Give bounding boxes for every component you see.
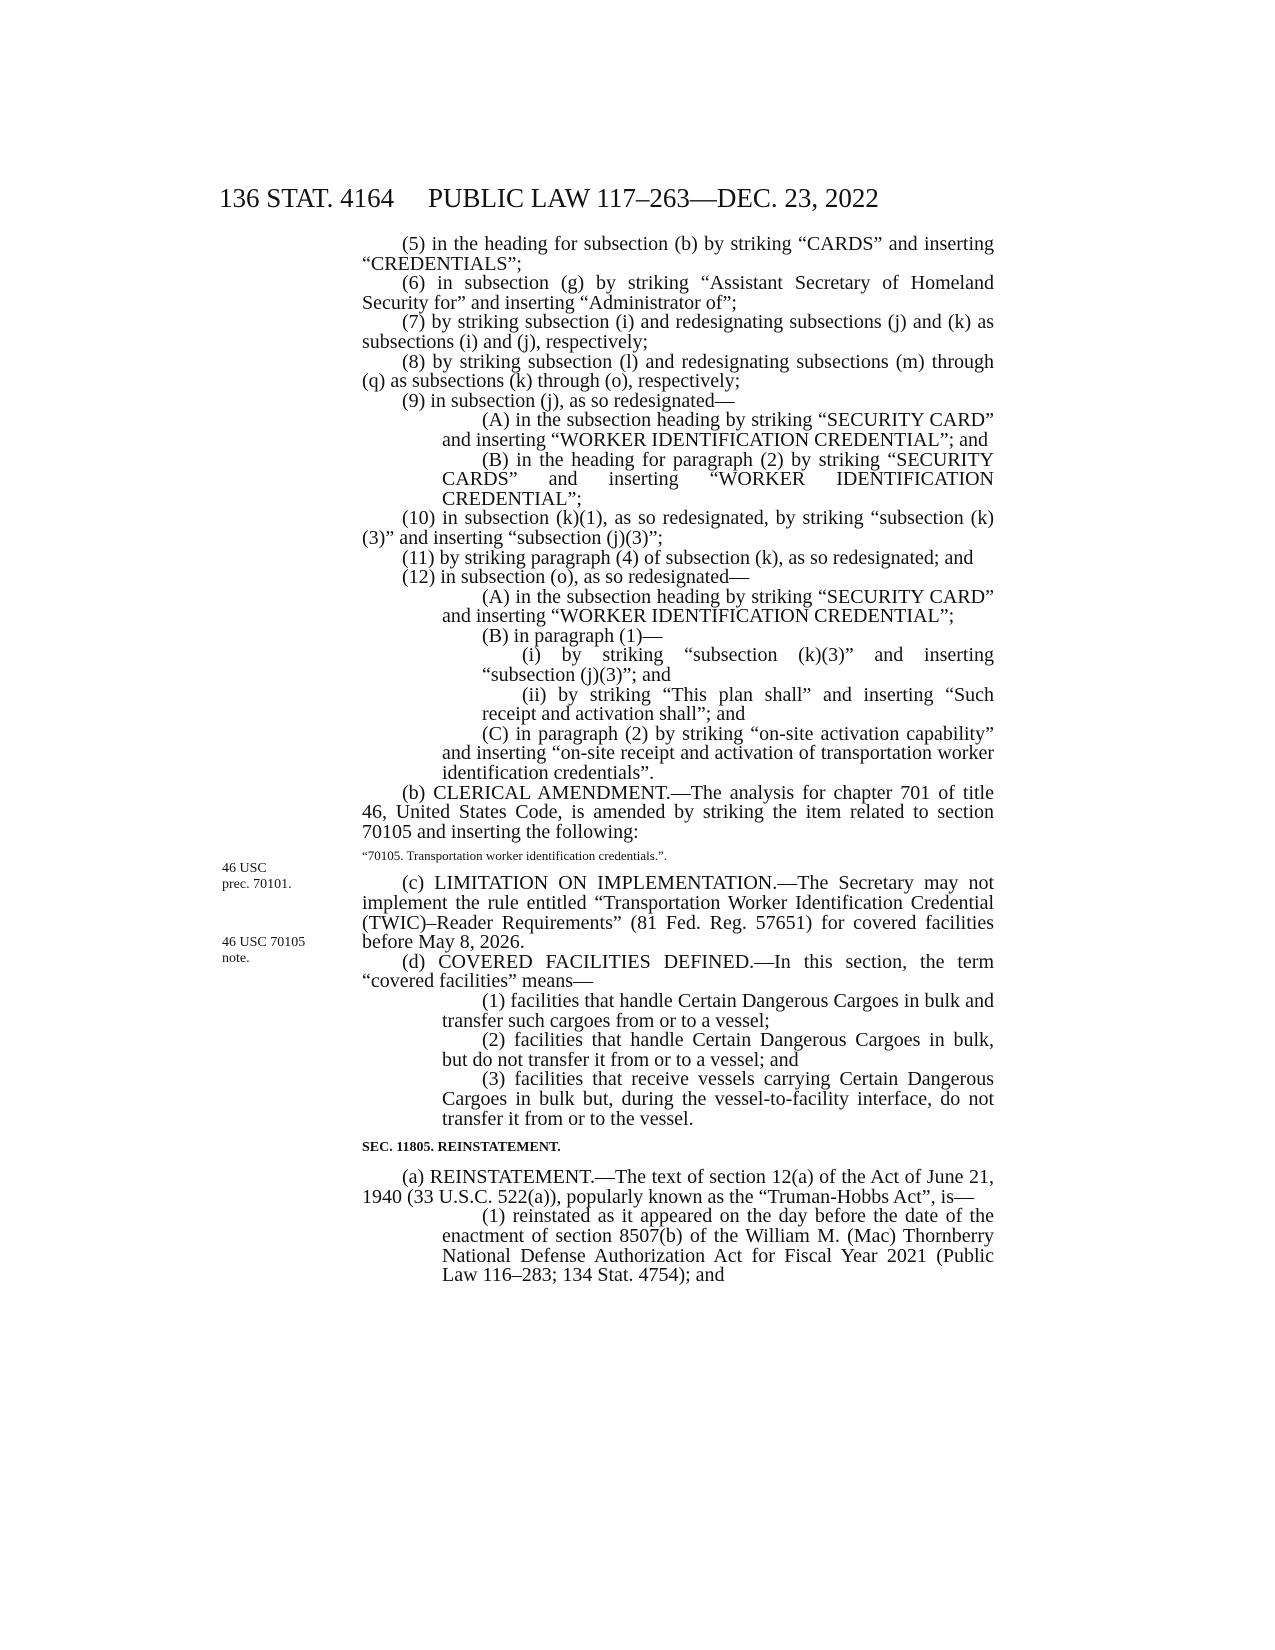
subsection-a-reinstatement: (a) REINSTATEMENT.—The text of section 12(a) of the Act of June 21, 1940 (33 U.S.C. 522(a)), popularly known as the “Truman-Hobbs Act”, is—	[362, 1166, 994, 1208]
paragraph-12: (12) in subsection (o), as so redesignated—	[402, 566, 750, 589]
statute-page-number: 136 STAT. 4164	[219, 183, 395, 213]
section-heading: SEC. 11805. REINSTATEMENT.	[362, 1140, 561, 1156]
public-law-title: PUBLIC LAW 117–263—DEC. 23, 2022	[428, 183, 879, 213]
definition-item-2: (2) facilities that handle Certain Dangerous Cargoes in bulk, but do not transfer it from or to a vessel; and	[442, 1029, 994, 1071]
paragraph-11: (11) by striking paragraph (4) of subsection (k), as so redesignated; and	[402, 546, 974, 569]
margin-note-line: 46 USC 70105	[222, 935, 306, 950]
paragraph-12-b-ii: (ii) by striking “This plan shall” and inserting “Such receipt and activation shall”; and	[482, 683, 994, 726]
subsection-c-limitation: (c) LIMITATION ON IMPLEMENTATION.—The Secretary may not implement the rule entitled “Transportation Worker Identification Credential (TWIC)–Reader Requirements” (81 Fed. Reg. 57651) for covered facilities before May 8, 2026.	[362, 872, 994, 954]
paragraph-12-b: (B) in paragraph (1)—	[482, 624, 663, 647]
subsection-d-definition: (d) COVERED FACILITIES DEFINED.—In this section, the term “covered facilities” means—	[362, 950, 994, 993]
margin-note-line: prec. 70101.	[222, 877, 292, 892]
body-text	[362, 235, 994, 1286]
margin-note-line: 46 USC	[222, 861, 267, 876]
margin-note-prec-70101	[222, 861, 342, 893]
paragraph-7: (7) by striking subsection (i) and redesignating subsections (j) and (k) as subsections (i) and (j), respectively;	[362, 311, 994, 353]
paragraph-9-b: (B) in the heading for paragraph (2) by striking “SECURITY CARDS” and inserting “WORKER IDENTIFICATION CREDENTIAL”;	[442, 448, 994, 510]
running-head	[219, 183, 999, 223]
paragraph-6: (6) in subsection (g) by striking “Assistant Secretary of Homeland Security for” and inserting “Administrator of”;	[362, 272, 994, 314]
margin-note-line: note.	[222, 951, 250, 966]
paragraph-8: (8) by striking subsection (l) and redesignating subsections (m) through (q) as subsections (k) through (o), respectively;	[362, 350, 994, 393]
paragraph-12-a: (A) in the subsection heading by striking “SECURITY CARD” and inserting “WORKER IDENTIFICATION CREDENTIAL”;	[442, 585, 994, 628]
paragraph-9-a: (A) in the subsection heading by striking “SECURITY CARD” and inserting “WORKER IDENTIFICATION CREDENTIAL”; and	[442, 409, 994, 451]
margin-note-70105-note	[222, 935, 342, 967]
reinstatement-item-1: (1) reinstated as it appeared on the day before the date of the enactment of section 8507(b) of the William M. (Mac) Thornberry National Defense Authorization Act for Fiscal Year 2021 (Public Law 116–283; 134 Stat. 4754); and	[442, 1205, 994, 1287]
definition-item-3: (3) facilities that receive vessels carrying Certain Dangerous Cargoes in bulk but, during the vessel-to-facility interface, do not transfer it from or to the vessel.	[442, 1068, 994, 1130]
paragraph-12-c: (C) in paragraph (2) by striking “on-site activation capability” and inserting “on-site receipt and activation of transportation worker identification credentials”.	[442, 722, 994, 785]
paragraph-5: (5) in the heading for subsection (b) by striking “CARDS” and inserting “CREDENTIALS”;	[362, 233, 994, 275]
paragraph-12-b-i: (i) by striking “subsection (k)(3)” and inserting “subsection (j)(3)”; and	[482, 644, 994, 687]
subsection-b-clerical-amendment: (b) CLERICAL AMENDMENT.—The analysis for chapter 701 of title 46, United States Code, is amended by striking the item related to section 70105 and inserting the following:	[362, 781, 994, 843]
paragraph-10: (10) in subsection (k)(1), as so redesignated, by striking “subsection (k)(3)” and inserting “subsection (j)(3)”;	[362, 507, 994, 549]
inserted-table-item: “70105. Transportation worker identification credentials.”.	[362, 848, 668, 864]
definition-item-1: (1) facilities that handle Certain Dangerous Cargoes in bulk and transfer such cargoes from or to a vessel;	[442, 989, 994, 1032]
paragraph-9: (9) in subsection (j), as so redesignated—	[402, 389, 735, 412]
